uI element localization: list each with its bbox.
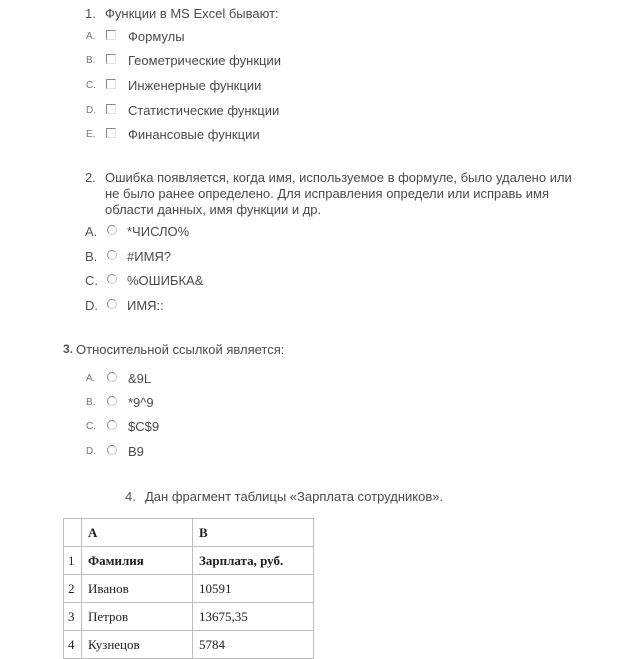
option-text: %ОШИБКА&: [127, 273, 204, 288]
column-header: B: [193, 519, 314, 547]
checkbox-icon[interactable]: [106, 104, 116, 114]
cell-salary: 13675,35: [193, 603, 314, 631]
checkbox-icon[interactable]: [106, 128, 116, 138]
option-text: B9: [128, 444, 144, 459]
option-text: Статистические функции: [128, 103, 280, 118]
option-letter: A.: [86, 31, 96, 42]
option-letter: B.: [85, 249, 98, 264]
radio-icon[interactable]: [107, 445, 117, 455]
question-text: Дан фрагмент таблицы «Зарплата сотрудников».: [145, 489, 444, 504]
question-text: Относительной ссылкой является:: [76, 342, 285, 357]
checkbox-icon[interactable]: [106, 54, 116, 64]
question-number: 4.: [125, 489, 136, 504]
checkbox-icon[interactable]: [106, 79, 116, 89]
cell-salary: 10591: [193, 575, 314, 603]
option-letter: B.: [86, 397, 96, 408]
table-row: [64, 603, 314, 631]
option-letter: C.: [86, 421, 96, 432]
option-text: Инженерные функции: [128, 78, 262, 93]
table-header-row: [64, 519, 314, 547]
radio-icon[interactable]: [107, 372, 117, 382]
salary-table: [63, 518, 314, 659]
option-text: Геометрические функции: [128, 53, 281, 68]
option-letter: C.: [86, 80, 96, 91]
question-number: 3.: [63, 342, 74, 356]
corner-cell: [64, 519, 82, 547]
option-letter: A.: [86, 373, 96, 384]
column-header: A: [82, 519, 193, 547]
cell-surname: Кузнецов: [82, 631, 193, 659]
checkbox-icon[interactable]: [106, 30, 116, 40]
table-row: [64, 631, 314, 659]
cell-surname: Петров: [82, 603, 193, 631]
option-text: Формулы: [128, 29, 185, 44]
option-letter: E.: [86, 129, 96, 140]
cell-salary: Зарплата, руб.: [193, 547, 314, 575]
table-row: [64, 547, 314, 575]
option-letter: A.: [85, 224, 98, 239]
radio-icon[interactable]: [107, 420, 117, 430]
cell-surname: Иванов: [82, 575, 193, 603]
option-letter: B.: [86, 55, 96, 66]
radio-icon[interactable]: [107, 396, 117, 406]
option-text: #ИМЯ?: [127, 249, 172, 264]
option-letter: C.: [85, 273, 98, 288]
option-text: *ЧИСЛО%: [127, 224, 190, 239]
row-number: 4: [64, 631, 82, 659]
row-number: 3: [64, 603, 82, 631]
row-number: 2: [64, 575, 82, 603]
option-text: &9L: [128, 371, 152, 386]
question-number: 1.: [85, 6, 96, 21]
cell-salary: 5784: [193, 631, 314, 659]
option-text: ИМЯ::: [127, 298, 164, 313]
option-text: *9^9: [128, 395, 154, 410]
radio-icon[interactable]: [107, 274, 117, 284]
row-number: 1: [64, 547, 82, 575]
option-text: $C$9: [128, 419, 160, 434]
option-text: Финансовые функции: [128, 127, 260, 142]
radio-icon[interactable]: [107, 299, 117, 309]
option-letter: D.: [86, 105, 96, 116]
option-letter: D.: [86, 446, 96, 457]
question-number: 2.: [85, 170, 96, 185]
table-row: [64, 575, 314, 603]
cell-surname: Фамилия: [82, 547, 193, 575]
option-letter: D.: [85, 298, 98, 313]
radio-icon[interactable]: [107, 225, 117, 235]
question-text: Функции в MS Excel бывают:: [105, 6, 279, 21]
question-text: Ошибка появляется, когда имя, используемое в формуле, было удалено или не было ранее определено. Для исправления определи или исправь имя области данных, имя функции и др.: [105, 170, 572, 217]
radio-icon[interactable]: [107, 250, 117, 260]
